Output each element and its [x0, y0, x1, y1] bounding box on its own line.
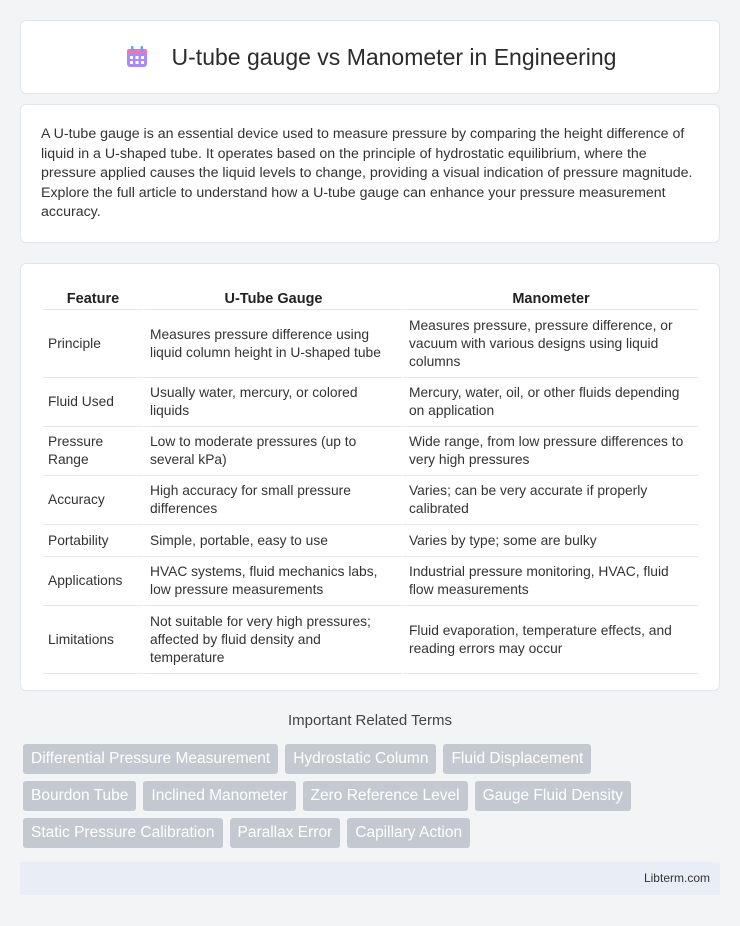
comparison-table	[43, 284, 698, 674]
feature-cell: Limitations	[43, 606, 143, 674]
feature-cell: Portability	[43, 525, 143, 557]
tag-row	[23, 744, 723, 774]
manometer-cell: Industrial pressure monitoring, HVAC, fluid flow measurements	[402, 557, 698, 606]
u-tube-cell: Usually water, mercury, or colored liquids	[143, 378, 402, 427]
manometer-cell: Wide range, from low pressure differences to very high pressures	[402, 427, 698, 476]
footer	[20, 862, 720, 895]
tag-row	[23, 818, 723, 848]
manometer-cell: Varies by type; some are bulky	[402, 525, 698, 557]
related-terms	[23, 744, 723, 855]
u-tube-cell: Simple, portable, easy to use	[143, 525, 402, 557]
u-tube-cell: Measures pressure difference using liquid column height in U-shaped tube	[143, 310, 402, 378]
u-tube-cell: Low to moderate pressures (up to several kPa)	[143, 427, 402, 476]
table-row	[43, 310, 698, 378]
term-tag[interactable]: Differential Pressure Measurement	[23, 744, 278, 774]
term-tag[interactable]: Fluid Displacement	[443, 744, 591, 774]
table-row	[43, 378, 698, 427]
table-row	[43, 427, 698, 476]
table-row	[43, 525, 698, 557]
manometer-cell: Varies; can be very accurate if properly calibrated	[402, 476, 698, 525]
term-tag[interactable]: Hydrostatic Column	[285, 744, 436, 774]
term-tag[interactable]: Static Pressure Calibration	[23, 818, 223, 848]
term-tag[interactable]: Capillary Action	[347, 818, 470, 848]
header-card	[20, 20, 720, 94]
feature-cell: Pressure Range	[43, 427, 143, 476]
feature-cell: Fluid Used	[43, 378, 143, 427]
page-title: U-tube gauge vs Manometer in Engineering	[171, 43, 617, 70]
intro-card	[20, 104, 720, 243]
table-row	[43, 557, 698, 606]
feature-cell: Accuracy	[43, 476, 143, 525]
tag-row	[23, 781, 723, 811]
term-tag[interactable]: Zero Reference Level	[303, 781, 468, 811]
footer-link[interactable]: Libterm.com	[643, 871, 710, 885]
term-tag[interactable]: Parallax Error	[230, 818, 341, 848]
manometer-cell: Fluid evaporation, temperature effects, and reading errors may occur	[402, 606, 698, 674]
u-tube-cell: High accuracy for small pressure differences	[143, 476, 402, 525]
table-row	[43, 476, 698, 525]
feature-cell: Principle	[43, 310, 143, 378]
term-tag[interactable]: Gauge Fluid Density	[475, 781, 631, 811]
u-tube-cell: Not suitable for very high pressures; affected by fluid density and temperature	[143, 606, 402, 674]
u-tube-cell: HVAC systems, fluid mechanics labs, low pressure measurements	[143, 557, 402, 606]
comparison-card	[20, 263, 720, 691]
feature-cell: Applications	[43, 557, 143, 606]
header-u-tube-gauge: U-Tube Gauge	[143, 284, 402, 310]
calendar-icon	[124, 44, 150, 70]
table-header-row	[43, 284, 698, 310]
header-feature: Feature	[43, 284, 143, 310]
term-tag[interactable]: Bourdon Tube	[23, 781, 136, 811]
term-tag[interactable]: Inclined Manometer	[143, 781, 295, 811]
manometer-cell: Mercury, water, oil, or other fluids depending on application	[402, 378, 698, 427]
intro-text: A U-tube gauge is an essential device used to measure pressure by comparing the height difference of liquid in a U-shaped tube. It operates based on the principle of hydrostatic equilibrium, where the pressure applied causes the liquid levels to change, providing a visual indication of pressure magnitude. Explore the full article to understand how a U-tube gauge can enhance your pressure measurement accuracy.	[41, 126, 693, 221]
header-manometer: Manometer	[402, 284, 698, 310]
table-row	[43, 606, 698, 674]
manometer-cell: Measures pressure, pressure difference, or vacuum with various designs using liquid columns	[402, 310, 698, 378]
related-terms-title: Important Related Terms	[288, 712, 452, 729]
